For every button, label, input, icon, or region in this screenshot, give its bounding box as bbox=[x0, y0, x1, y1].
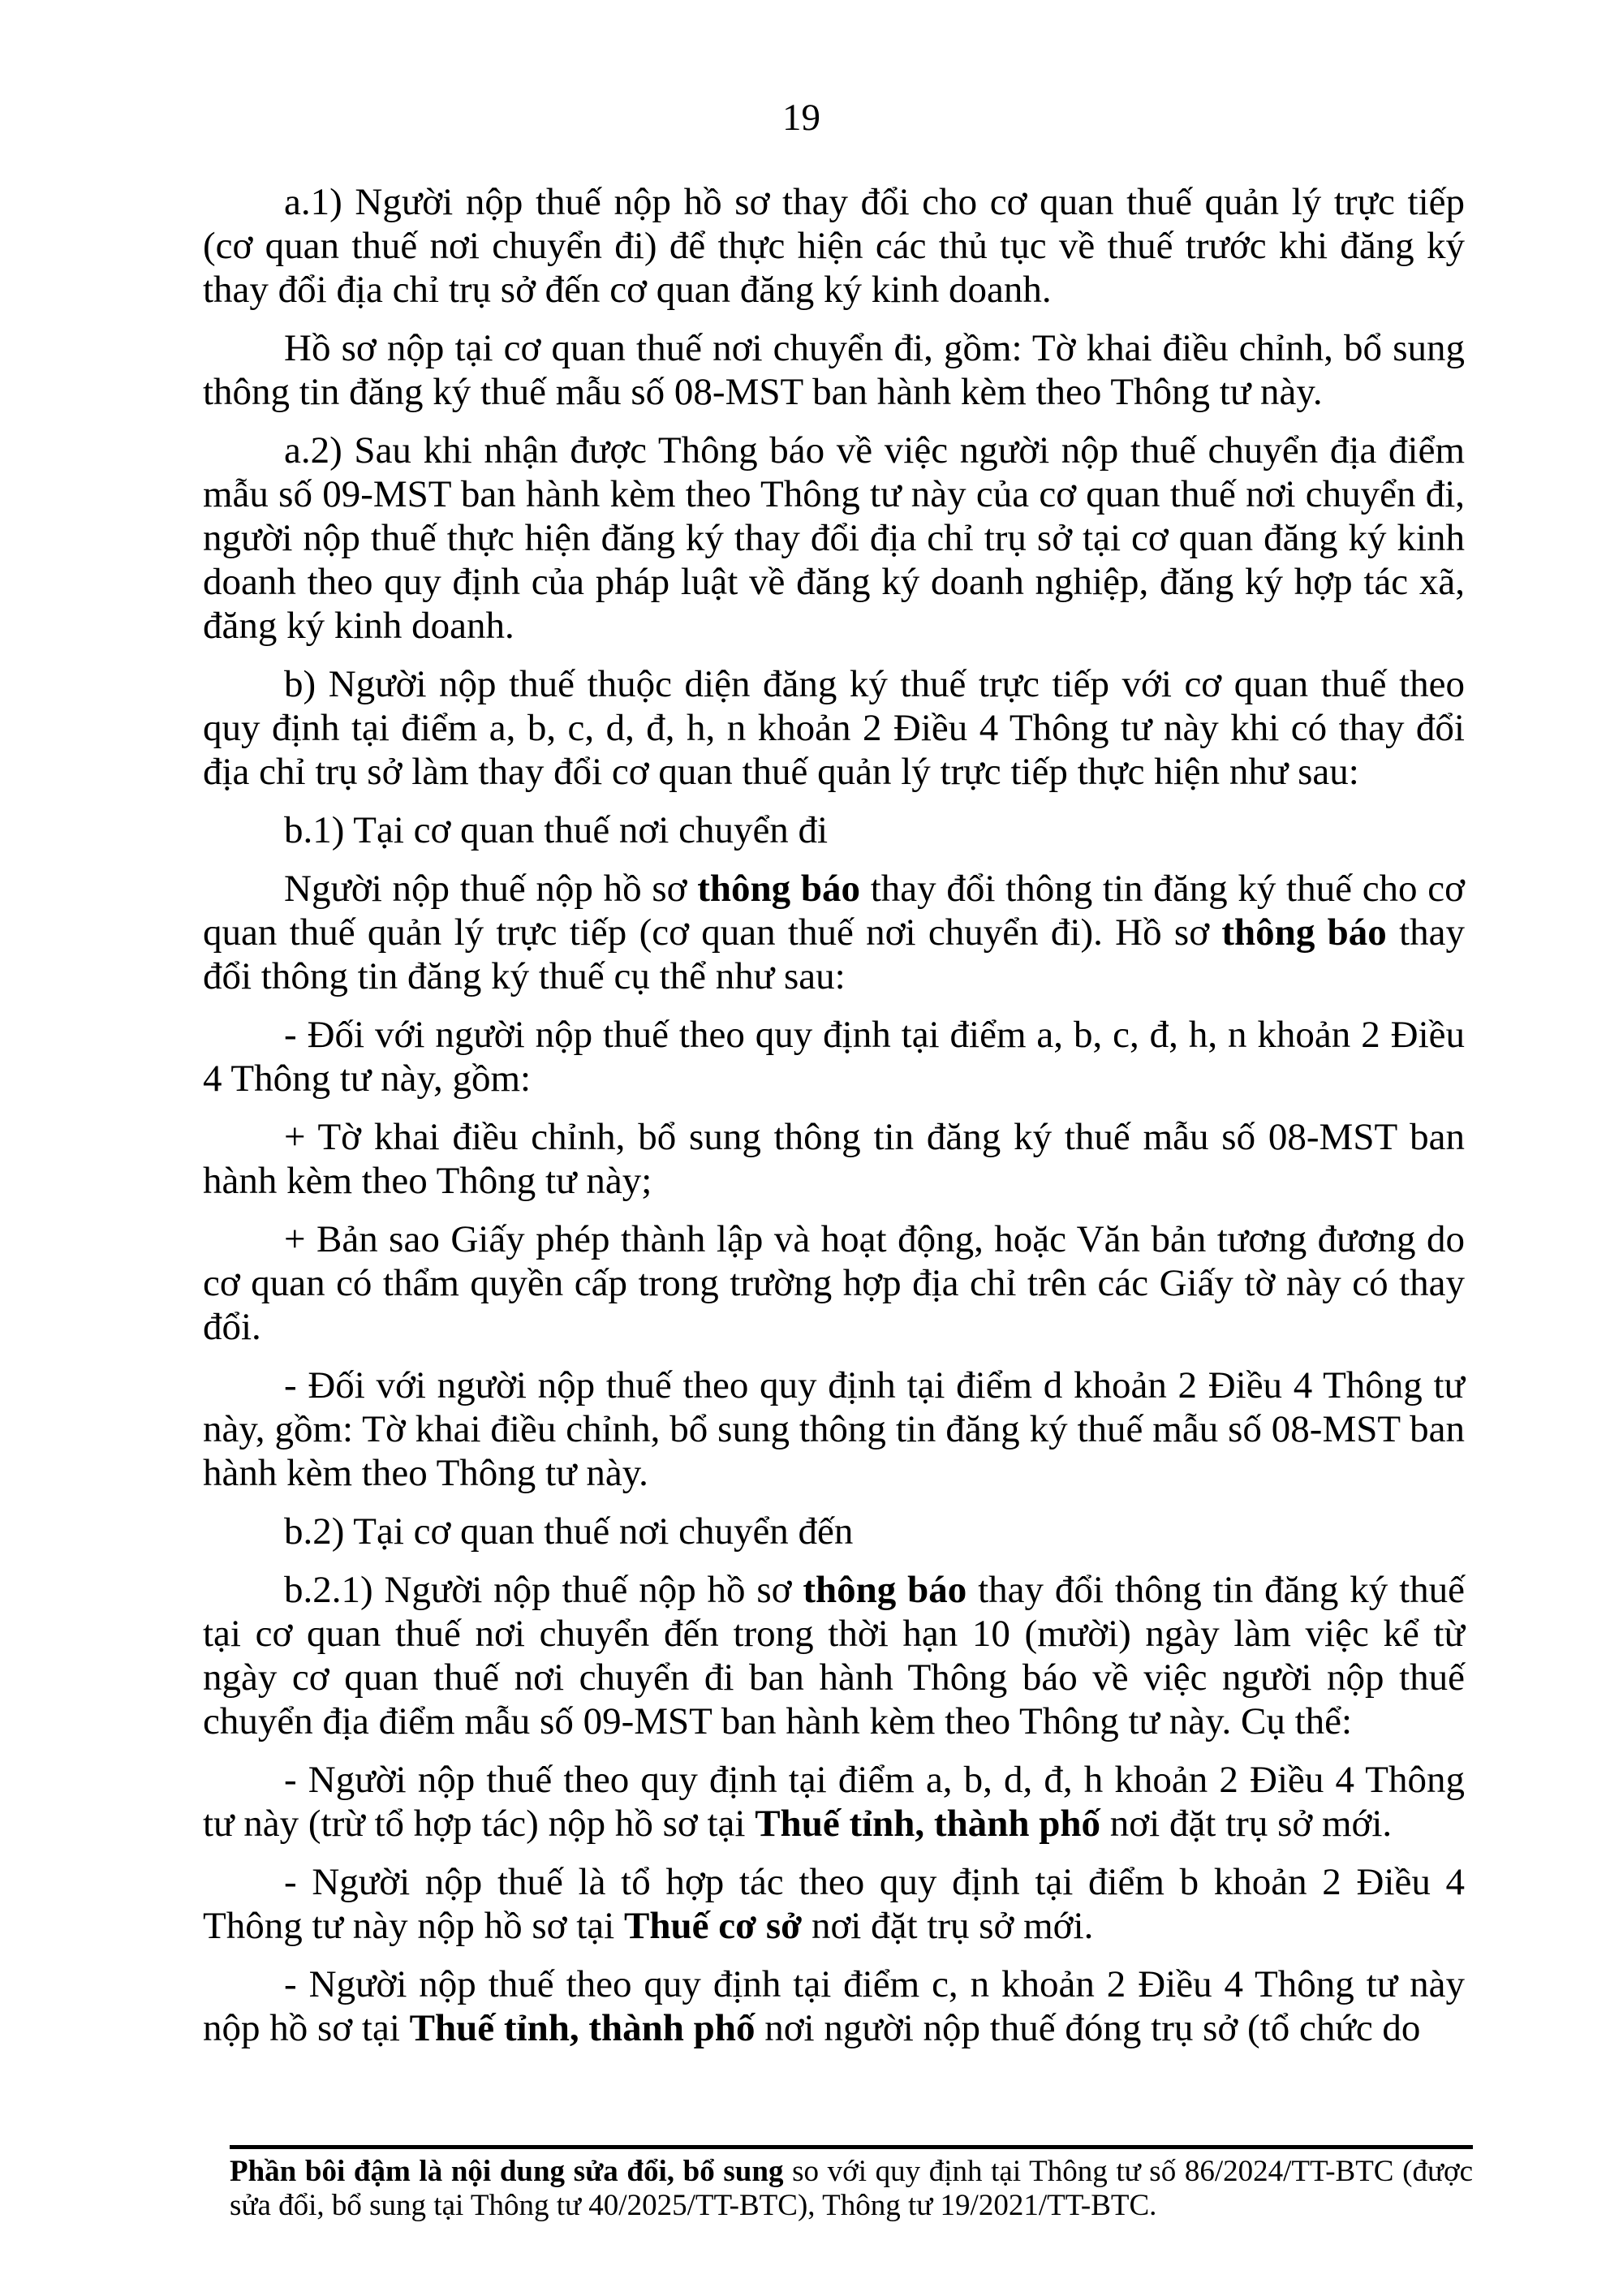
text-segment: - Người nộp thuế theo quy định tại điểm c, n khoản 2 Điều 4 Thông tư này nộp hồ sơ tại bbox=[203, 1963, 1465, 2049]
page-footer bbox=[230, 2145, 1473, 2223]
text-segment: so với quy định tại Thông tư số 86/2024/TT-BTC (được sửa đổi, bổ sung tại Thông tư 40/2025/TT-BTC), Thông tư 19/2021/TT-BTC. bbox=[230, 2155, 1473, 2222]
text-segment: b.2.1) Người nộp thuế nộp hồ sơ bbox=[284, 1569, 803, 1611]
bold-text-segment: Thuế tỉnh, thành phố bbox=[755, 1803, 1101, 1845]
text-segment: thay đổi thông tin đăng ký thuế tại cơ quan thuế nơi chuyển đến trong thời hạn 10 (mười) ngày làm việc kể từ ngày cơ quan thuế nơi chuyển đi ban hành Thông báo về việc người nộp thuế chuyển địa điểm mẫu số 09-MST ban hành kèm theo Thông tư này. Cụ thể: bbox=[203, 1569, 1466, 1742]
paragraph bbox=[203, 180, 1465, 312]
text-segment: - Người nộp thuế là tổ hợp tác theo quy định tại điểm b khoản 2 Điều 4 Thông tư này nộp hồ sơ tại bbox=[203, 1861, 1465, 1947]
bold-text-segment: thông báo bbox=[803, 1569, 967, 1611]
text-segment: b.2) Tại cơ quan thuế nơi chuyển đến bbox=[284, 1510, 854, 1553]
text-segment: b.1) Tại cơ quan thuế nơi chuyển đi bbox=[284, 809, 829, 851]
paragraph bbox=[203, 1217, 1465, 1349]
text-segment: b) Người nộp thuế thuộc diện đăng ký thuế trực tiếp với cơ quan thuế theo quy định tại điểm a, b, c, d, đ, h, n khoản 2 Điều 4 Thông tư này khi có thay đổi địa chỉ trụ sở làm thay đổi cơ quan thuế quản lý trực tiếp thực hiện như sau: bbox=[203, 663, 1465, 793]
paragraph bbox=[203, 429, 1465, 648]
paragraph bbox=[203, 1568, 1465, 1743]
text-segment: - Đối với người nộp thuế theo quy định tại điểm d khoản 2 Điều 4 Thông tư này, gồm: Tờ khai điều chỉnh, bổ sung thông tin đăng ký thuế mẫu số 08-MST ban hành kèm theo Thông tư này. bbox=[203, 1364, 1465, 1494]
text-segment: + Tờ khai điều chỉnh, bổ sung thông tin đăng ký thuế mẫu số 08-MST ban hành kèm theo Thông tư này; bbox=[203, 1116, 1465, 1202]
text-segment: - Đối với người nộp thuế theo quy định tại điểm a, b, c, đ, h, n khoản 2 Điều 4 Thông tư này, gồm: bbox=[203, 1014, 1465, 1100]
text-segment: a.1) Người nộp thuế nộp hồ sơ thay đổi cho cơ quan thuế quản lý trực tiếp (cơ quan thuế nơi chuyển đi) để thực hiện các thủ tục về thuế trước khi đăng ký thay đổi địa chỉ trụ sở đến cơ quan đăng ký kinh doanh. bbox=[203, 181, 1465, 311]
footnote-separator bbox=[230, 2145, 1473, 2149]
page-number: 19 bbox=[782, 97, 820, 139]
bold-text-segment: Thuế cơ sở bbox=[623, 1905, 803, 1947]
text-segment: - Người nộp thuế theo quy định tại điểm a, b, d, đ, h khoản 2 Điều 4 Thông tư này (trừ tổ hợp tác) nộp hồ sơ tại bbox=[203, 1759, 1465, 1845]
document-body bbox=[203, 180, 1465, 2065]
paragraph bbox=[203, 1363, 1465, 1495]
paragraph bbox=[203, 1860, 1465, 1948]
paragraph bbox=[203, 662, 1465, 794]
text-segment: a.2) Sau khi nhận được Thông báo về việc người nộp thuế chuyển địa điểm mẫu số 09-MST ban hành kèm theo Thông tư này của cơ quan thuế nơi chuyển đi, người nộp thuế thực hiện đăng ký thay đổi địa chỉ trụ sở tại cơ quan đăng ký kinh doanh theo quy định của pháp luật về đăng ký doanh nghiệp, đăng ký hợp tác xã, đăng ký kinh doanh. bbox=[203, 429, 1465, 647]
paragraph bbox=[203, 1962, 1465, 2050]
bold-text-segment: thông báo bbox=[697, 868, 861, 910]
text-segment: thay đổi thông tin đăng ký thuế cụ thể như sau: bbox=[203, 911, 1466, 997]
text-segment: Hồ sơ nộp tại cơ quan thuế nơi chuyển đi, gồm: Tờ khai điều chỉnh, bổ sung thông tin đăng ký thuế mẫu số 08-MST ban hành kèm theo Thông tư này. bbox=[203, 327, 1465, 413]
text-segment: nơi đặt trụ sở mới. bbox=[1100, 1803, 1393, 1845]
text-segment: nơi người nộp thuế đóng trụ sở (tổ chức do bbox=[755, 2007, 1421, 2049]
paragraph bbox=[203, 326, 1465, 414]
paragraph bbox=[203, 1510, 1465, 1553]
bold-text-segment: Phần bôi đậm là nội dung sửa đổi, bổ sung bbox=[230, 2155, 784, 2188]
text-segment: nơi đặt trụ sở mới. bbox=[802, 1905, 1094, 1947]
text-segment: Người nộp thuế nộp hồ sơ bbox=[284, 868, 698, 910]
paragraph bbox=[203, 867, 1465, 998]
paragraph bbox=[203, 808, 1465, 852]
footnote-text bbox=[230, 2155, 1473, 2223]
text-segment: thay đổi thông tin đăng ký thuế cho cơ quan thuế quản lý trực tiếp (cơ quan thuế nơi chuyển đi). Hồ sơ bbox=[203, 868, 1465, 954]
paragraph bbox=[203, 1013, 1465, 1101]
paragraph bbox=[203, 1115, 1465, 1203]
bold-text-segment: Thuế tỉnh, thành phố bbox=[409, 2007, 756, 2049]
text-segment: + Bản sao Giấy phép thành lập và hoạt động, hoặc Văn bản tương đương do cơ quan có thẩm quyền cấp trong trường hợp địa chỉ trên các Giấy tờ này có thay đổi. bbox=[203, 1218, 1465, 1348]
bold-text-segment: thông báo bbox=[1221, 911, 1387, 954]
paragraph bbox=[203, 1758, 1465, 1846]
